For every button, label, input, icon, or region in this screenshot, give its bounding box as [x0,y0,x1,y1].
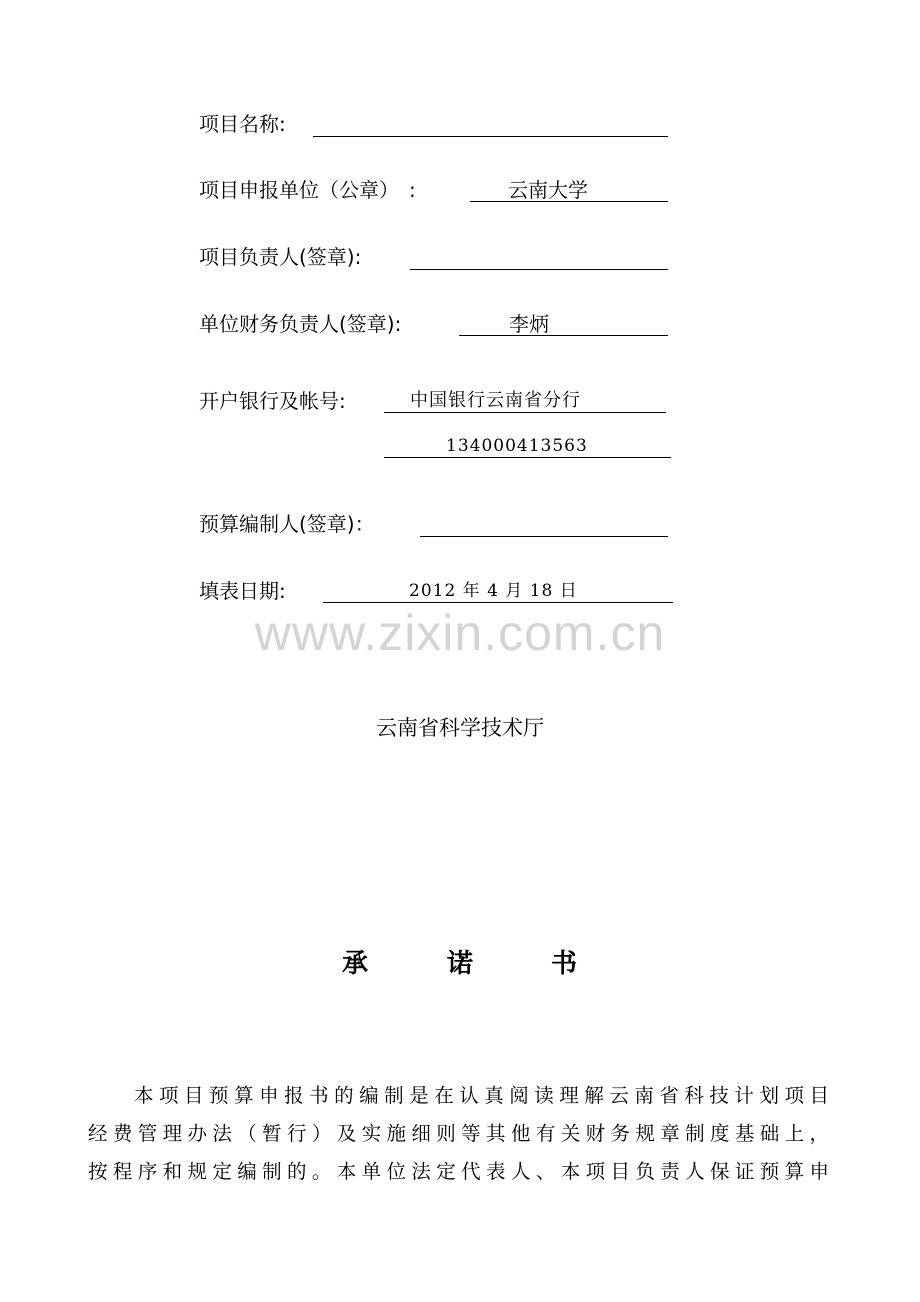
finance-lead-field[interactable]: 李炳 [459,312,668,336]
project-lead-field[interactable] [410,245,668,270]
applicant-unit-label: 项目申报单位（公章） : [199,178,416,202]
pledge-line-1: 本项目预算申报书的编制是在认真阅读理解云南省科技计划项目 [134,1084,830,1107]
pledge-line-2: 经费管理办法（暂行）及实施细则等其他有关财务规章制度基础上， [88,1122,830,1145]
watermark: www.zixin.com.cn [254,605,666,661]
budget-author-field[interactable] [420,512,668,537]
pledge-line-3: 按程序和规定编制的。本单位法定代表人、本项目负责人保证预算申 [88,1160,830,1183]
project-lead-label: 项目负责人(签章): [199,245,362,269]
fill-date-label: 填表日期: [199,579,286,603]
bank-label: 开户银行及帐号: [199,389,346,413]
pledge-title-char-1: 承 [342,949,369,979]
pledge-paragraph [88,1077,830,1191]
pledge-title-char-3: 书 [551,949,578,979]
project-name-label: 项目名称: [199,112,286,136]
applicant-unit-field[interactable]: 云南大学 [470,178,668,202]
bank-name-field[interactable]: 中国银行云南省分行 [384,389,666,413]
fill-date-field[interactable]: 2012 年 4 月 18 日 [323,579,673,603]
finance-lead-label: 单位财务负责人(签章): [199,312,402,336]
budget-author-label: 预算编制人(签章)： [199,512,375,536]
bank-account-field[interactable]: 134000413563 [384,434,671,458]
project-name-field[interactable] [313,112,668,137]
pledge-title-char-2: 诺 [447,949,474,979]
issuing-authority: 云南省科学技术厅 [376,716,544,740]
